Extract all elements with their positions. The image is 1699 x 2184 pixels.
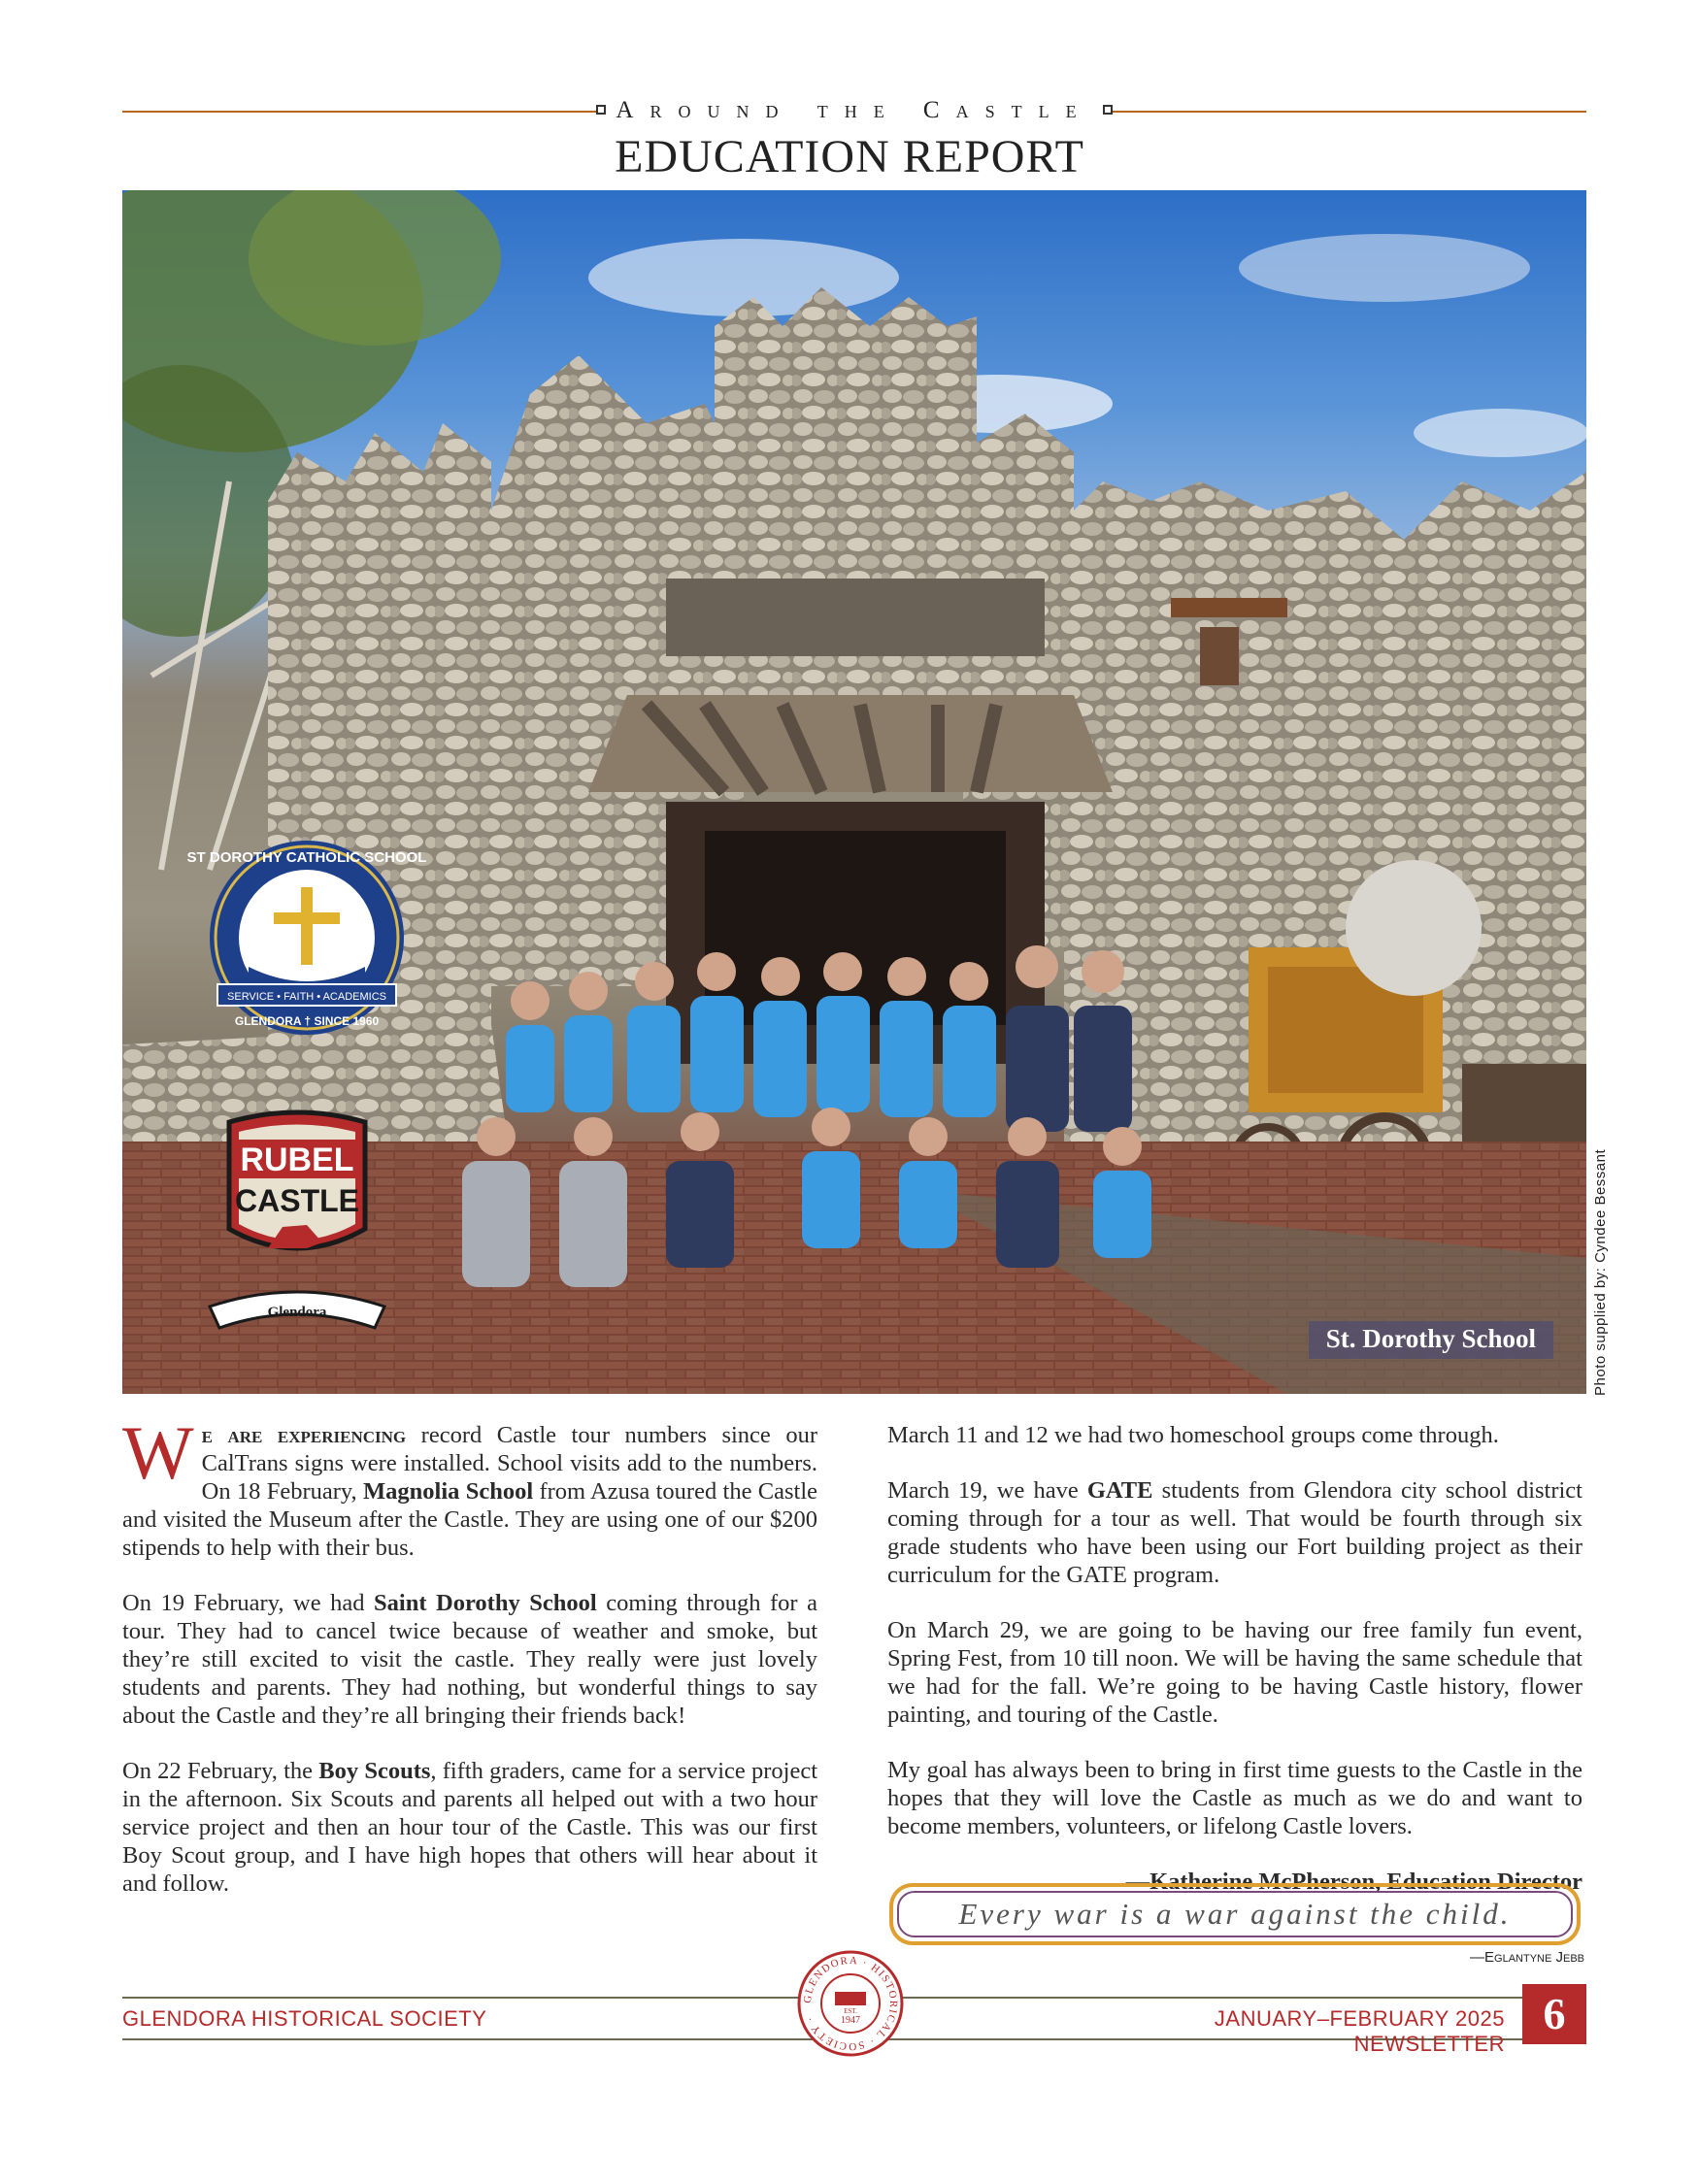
kicker-rule-left	[122, 111, 596, 113]
photo-illustration	[122, 190, 1586, 1394]
photo-credit: Photo supplied by: Cyndee Bessant	[1592, 1148, 1609, 1396]
castle-group-photo	[122, 190, 1586, 1394]
article-column-left	[122, 1410, 818, 1925]
seal-est: EST.	[844, 2007, 857, 2015]
page-title: EDUCATION REPORT	[615, 131, 1084, 182]
st-dorothy-banner: SERVICE • FAITH • ACADEMICS	[227, 991, 386, 1003]
paragraph-text: March 19, we have	[887, 1477, 1087, 1504]
author-signoff: —Katherine McPherson, Education Director	[1125, 1869, 1582, 1895]
kicker-ornament-right	[1103, 105, 1113, 115]
kicker-rule-right	[1113, 111, 1586, 113]
seal-ring-text: GLENDORA · HISTORICAL · SOCIETY ·	[801, 1954, 900, 2053]
paragraph-bold: Boy Scouts	[318, 1758, 431, 1784]
article-column-right	[887, 1421, 1582, 1923]
st-dorothy-ring-text: ST DOROTHY CATHOLIC SCHOOL	[186, 849, 427, 866]
paragraph-text: record Castle tour numbers since our CalTrans signs were installed. School visits add to the numbers. On 18 February,	[201, 1422, 817, 1505]
rubel-line1: RUBEL	[240, 1142, 354, 1178]
quote-attribution: —Eglantyne Jebb	[1470, 1949, 1584, 1966]
paragraph-bold: Saint Dorothy School	[374, 1590, 597, 1616]
seal-year: 1947	[841, 2015, 860, 2026]
footer-publisher: GLENDORA HISTORICAL SOCIETY	[122, 2006, 487, 2031]
page-number: 6	[1522, 1984, 1586, 2044]
paragraph-text: students from Glendora city school district coming through for a tour as well. That would be fourth through six grade students who have been using our Fort building project as their curriculum for the GATE program.	[887, 1477, 1582, 1588]
paragraph-text: , fifth graders, came for a service project in the afternoon. Six Scouts and parents all helped out with a two hour service project and then an hour tour of the Castle. This was our first Boy Scout group, and I have high hopes that others will hear about it and follow.	[122, 1758, 817, 1897]
kicker-ornament-left	[596, 105, 606, 115]
article-paragraph	[122, 1410, 818, 1562]
article-paragraph: On March 29, we are going to be having our free family fun event, Spring Fest, from 10 till noon. We will be having the same schedule that we had for the fall. We’re going to be having Castle history, flower painting, and touring of the Castle.	[887, 1617, 1582, 1728]
article-paragraph: My goal has always been to bring in first time guests to the Castle in the hopes that they will love the Castle as much as we do and want to become members, volunteers, or lifelong Castle lovers.	[887, 1757, 1582, 1839]
glendora-ribbon-text: Glendora	[267, 1305, 327, 1320]
paragraph-bold: Magnolia School	[363, 1478, 534, 1505]
article-paragraph	[122, 1589, 817, 1730]
rubel-castle-logo	[229, 1112, 365, 1248]
rubel-line2: CASTLE	[235, 1183, 359, 1218]
historical-society-seal	[796, 1949, 905, 2058]
paragraph-bold: GATE	[1086, 1477, 1153, 1504]
quote-text: Every war is a war against the child.	[958, 1897, 1512, 1931]
article-paragraph: March 11 and 12 we had two homeschool groups come through.	[887, 1422, 1499, 1448]
lead-in: e are experiencing	[201, 1422, 407, 1448]
photo-caption: St. Dorothy School	[1309, 1321, 1553, 1359]
paragraph-text: On 22 February, the	[122, 1758, 319, 1784]
dropcap: W	[122, 1410, 194, 1495]
paragraph-text: On 19 February, we had	[122, 1590, 375, 1616]
st-dorothy-base: GLENDORA † SINCE 1960	[234, 1014, 380, 1028]
quote-box	[889, 1883, 1581, 1945]
article-paragraph	[887, 1476, 1582, 1589]
paragraph-text: coming through for a tour. They had to cancel twice because of weather and smoke, but they’re still excited to visit the castle. They really were just lovely students and parents. They had nothing, but wonderful things to say about the Castle and they’re all bringing their friends back!	[122, 1590, 817, 1729]
kicker-text: Around the Castle	[616, 97, 1093, 123]
paragraph-text: from Azusa toured the Castle and visited the Museum after the Castle. They are using one of our $200 stipends to help with their bus.	[122, 1478, 818, 1561]
footer-issue: JANUARY–FEBRUARY 2025 NEWSLETTER	[1214, 2006, 1505, 2056]
article-paragraph	[122, 1757, 817, 1898]
section-kicker	[122, 97, 1586, 126]
